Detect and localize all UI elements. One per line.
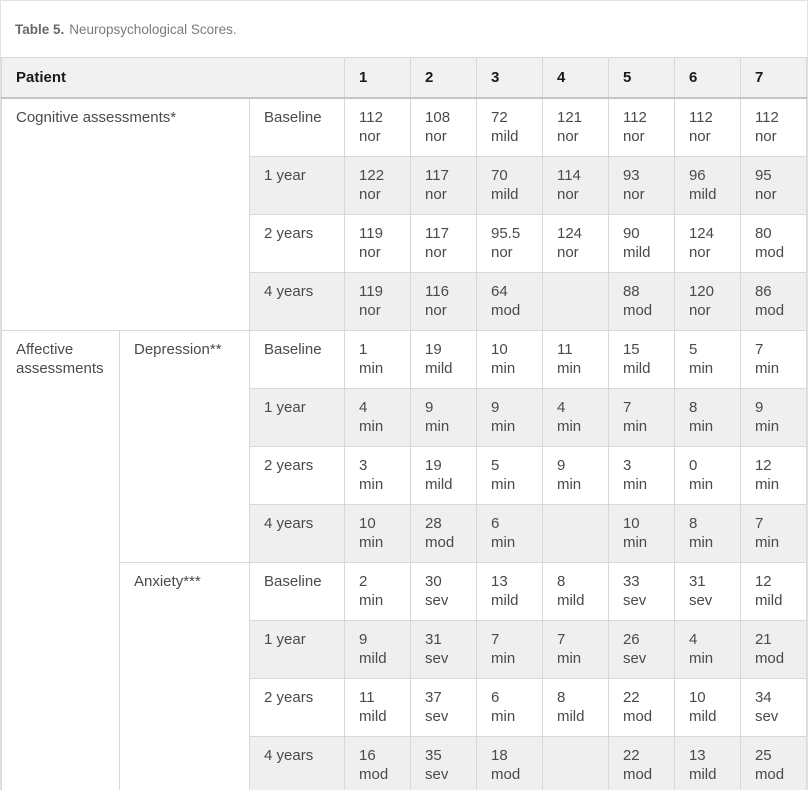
patient-7-header: 7	[740, 58, 806, 98]
timepoint-cell: 1 year	[250, 156, 345, 214]
score-cell: 22 mod	[608, 678, 674, 736]
table-caption	[1, 1, 807, 57]
score-cell: 8 min	[674, 504, 740, 562]
score-cell: 93 nor	[608, 156, 674, 214]
score-cell: 4 min	[674, 620, 740, 678]
timepoint-cell: Baseline	[250, 562, 345, 620]
score-cell: 9 min	[542, 446, 608, 504]
timepoint-cell: 1 year	[250, 620, 345, 678]
score-cell: 19 mild	[411, 330, 477, 388]
score-cell: 5 min	[674, 330, 740, 388]
header-row	[2, 58, 807, 98]
subgroup-label-depression: Depression**	[120, 330, 250, 562]
score-cell: 8 mild	[542, 562, 608, 620]
score-cell: 2 min	[345, 562, 411, 620]
score-cell: 88 mod	[608, 272, 674, 330]
score-cell: 122 nor	[345, 156, 411, 214]
patient-5-header: 5	[608, 58, 674, 98]
score-cell: 12 min	[740, 446, 806, 504]
table-title: Neuropsychological Scores.	[69, 21, 237, 37]
score-cell: 7 min	[740, 330, 806, 388]
timepoint-cell: 4 years	[250, 504, 345, 562]
table-row	[2, 562, 807, 620]
timepoint-cell: 2 years	[250, 678, 345, 736]
score-cell: 7 min	[608, 388, 674, 446]
neuropsych-scores-table	[1, 57, 807, 790]
score-cell: 119 nor	[345, 214, 411, 272]
score-cell: 90 mild	[608, 214, 674, 272]
score-cell: 12 mild	[740, 562, 806, 620]
score-cell: 8 min	[674, 388, 740, 446]
timepoint-cell: 4 years	[250, 272, 345, 330]
group-label-affective: Affective assessments	[2, 330, 120, 790]
score-cell: 80 mod	[740, 214, 806, 272]
score-cell: 10 min	[608, 504, 674, 562]
score-cell: 25 mod	[740, 736, 806, 790]
score-cell: 4 min	[542, 388, 608, 446]
score-cell: 34 sev	[740, 678, 806, 736]
score-cell: 114 nor	[542, 156, 608, 214]
score-cell: 112 nor	[608, 98, 674, 157]
score-cell: 10 min	[477, 330, 543, 388]
score-cell: 9 mild	[345, 620, 411, 678]
patient-6-header: 6	[674, 58, 740, 98]
patient-4-header: 4	[542, 58, 608, 98]
score-cell: 21 mod	[740, 620, 806, 678]
score-cell: 13 mild	[674, 736, 740, 790]
patient-2-header: 2	[411, 58, 477, 98]
score-cell: 7 min	[477, 620, 543, 678]
group-label-cognitive: Cognitive assessments*	[2, 98, 250, 331]
timepoint-cell: 2 years	[250, 446, 345, 504]
score-cell: 5 min	[477, 446, 543, 504]
score-cell: 86 mod	[740, 272, 806, 330]
score-cell: 3 min	[608, 446, 674, 504]
score-cell: 121 nor	[542, 98, 608, 157]
score-cell: 64 mod	[477, 272, 543, 330]
score-cell: 19 mild	[411, 446, 477, 504]
score-cell: 30 sev	[411, 562, 477, 620]
score-cell: 31 sev	[674, 562, 740, 620]
score-cell: 116 nor	[411, 272, 477, 330]
score-cell: 26 sev	[608, 620, 674, 678]
score-cell: 37 sev	[411, 678, 477, 736]
score-cell: 9 min	[411, 388, 477, 446]
score-cell: 72 mild	[477, 98, 543, 157]
score-cell: 95.5 nor	[477, 214, 543, 272]
score-cell: 7 min	[542, 620, 608, 678]
timepoint-cell: 1 year	[250, 388, 345, 446]
timepoint-cell: Baseline	[250, 98, 345, 157]
timepoint-cell: 2 years	[250, 214, 345, 272]
timepoint-cell: Baseline	[250, 330, 345, 388]
score-cell: 13 mild	[477, 562, 543, 620]
score-cell	[542, 736, 608, 790]
score-cell: 70 mild	[477, 156, 543, 214]
patient-1-header: 1	[345, 58, 411, 98]
score-cell: 6 min	[477, 504, 543, 562]
score-cell: 117 nor	[411, 214, 477, 272]
score-cell: 11 min	[542, 330, 608, 388]
score-cell: 112 nor	[674, 98, 740, 157]
score-cell: 28 mod	[411, 504, 477, 562]
score-cell: 96 mild	[674, 156, 740, 214]
score-cell: 112 nor	[740, 98, 806, 157]
score-cell: 35 sev	[411, 736, 477, 790]
score-cell: 16 mod	[345, 736, 411, 790]
score-cell: 112 nor	[345, 98, 411, 157]
subgroup-label-anxiety: Anxiety***	[120, 562, 250, 790]
score-cell: 119 nor	[345, 272, 411, 330]
score-cell: 124 nor	[674, 214, 740, 272]
score-cell: 10 mild	[674, 678, 740, 736]
score-cell: 10 min	[345, 504, 411, 562]
score-cell	[542, 272, 608, 330]
patient-3-header: 3	[477, 58, 543, 98]
table-number: Table 5.	[15, 21, 65, 37]
score-cell: 6 min	[477, 678, 543, 736]
score-cell: 31 sev	[411, 620, 477, 678]
patient-column-header: Patient	[2, 58, 345, 98]
score-cell: 108 nor	[411, 98, 477, 157]
score-cell: 117 nor	[411, 156, 477, 214]
table-row	[2, 98, 807, 157]
score-cell: 9 min	[477, 388, 543, 446]
score-cell: 95 nor	[740, 156, 806, 214]
score-cell: 124 nor	[542, 214, 608, 272]
score-cell: 4 min	[345, 388, 411, 446]
score-cell: 18 mod	[477, 736, 543, 790]
score-cell: 3 min	[345, 446, 411, 504]
table-row	[2, 330, 807, 388]
score-cell: 7 min	[740, 504, 806, 562]
score-cell: 11 mild	[345, 678, 411, 736]
score-cell: 1 min	[345, 330, 411, 388]
score-cell: 120 nor	[674, 272, 740, 330]
score-cell: 8 mild	[542, 678, 608, 736]
score-cell	[542, 504, 608, 562]
score-cell: 22 mod	[608, 736, 674, 790]
score-cell: 15 mild	[608, 330, 674, 388]
score-cell: 33 sev	[608, 562, 674, 620]
timepoint-cell: 4 years	[250, 736, 345, 790]
score-cell: 0 min	[674, 446, 740, 504]
score-cell: 9 min	[740, 388, 806, 446]
